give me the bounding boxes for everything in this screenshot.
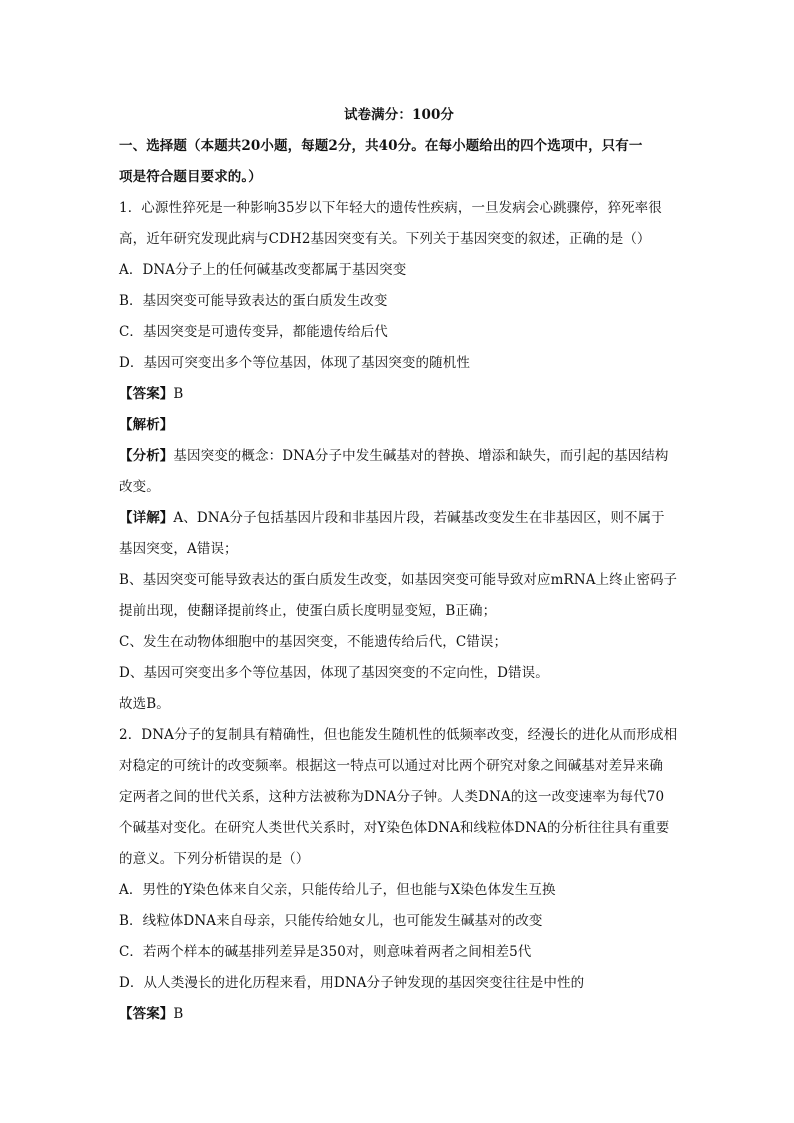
answer-value: B: [173, 386, 184, 402]
q1-detail-line-5: C、发生在动物体细胞中的基因突变，不能遗传给后代，C错误；: [119, 634, 508, 650]
section-title-line-1: 一、选择题（本题共20小题，每题2分，共40分。在每小题给出的四个选项中，只有一: [119, 138, 643, 154]
detail-text: A、DNA分子包括基因片段和非基因片段，若碱基改变发生在非基因区，则不属于: [173, 510, 665, 526]
section-title-line-2: 项是符合题目要求的。）: [119, 169, 262, 185]
q1-analysis-heading: [119, 410, 679, 441]
q2-option-c: C．若两个样本的碱基排列差异是350对，则意味着两者之间相差5代: [119, 944, 532, 960]
q1-detail-line-3: B、基因突变可能导致表达的蛋白质发生改变，如基因突变可能导致对应mRNA上终止密码子: [119, 572, 678, 588]
q1-option-d: D．基因可突变出多个等位基因，体现了基因突变的随机性: [119, 355, 470, 371]
answer-value: B: [173, 1006, 184, 1022]
q1-fenxi-line-1: [119, 441, 679, 472]
q1-detail-line-2: 基因突变，A错误；: [119, 541, 238, 557]
q2-option-b: B．线粒体DNA来自母亲，只能传给她女儿，也可能发生碱基对的改变: [119, 913, 543, 929]
q2-stem-line-2: 对稳定的可统计的改变频率。根据这一特点可以通过对比两个研究对象之间碱基对差异来确: [119, 758, 663, 774]
q2-stem-line-1: 2．DNA分子的复制具有精确性，但也能发生随机性的低频率改变，经漫长的进化从而形成相: [119, 727, 678, 743]
fenxi-tag: 【分析】: [119, 448, 174, 464]
q1-detail-line-4: 提前出现，使翻译提前终止，使蛋白质长度明显变短，B正确；: [119, 603, 497, 619]
q2-option-d: D．从人类漫长的进化历程来看，用DNA分子钟发现的基因突变往往是中性的: [119, 975, 585, 991]
q1-detail-line-6: D、基因可突变出多个等位基因，体现了基因突变的不定向性，D错误。: [119, 665, 549, 681]
q1-option-a: A．DNA分子上的任何碱基改变都属于基因突变: [119, 262, 407, 278]
q1-answer: [119, 379, 679, 410]
q1-stem-line-1: 1．心源性猝死是一种影响35岁以下年轻大的遗传性疾病，一旦发病会心跳骤停，猝死率很: [119, 200, 662, 216]
answer-tag: 【答案】: [119, 386, 174, 402]
q2-option-a: A．男性的Y染色体来自父亲，只能传给儿子，但也能与X染色体发生互换: [119, 882, 556, 898]
detail-tag: 【详解】: [119, 510, 174, 526]
q2-stem-line-3: 定两者之间的世代关系，这种方法被称为DNA分子钟。人类DNA的这一改变速率为每代70: [119, 789, 665, 805]
q2-answer: [119, 999, 679, 1030]
analysis-tag: 【解析】: [119, 417, 174, 433]
q1-option-b: B．基因突变可能导致表达的蛋白质发生改变: [119, 293, 388, 309]
fenxi-text: 基因突变的概念：DNA分子中发生碱基对的替换、增添和缺失，而引起的基因结构: [173, 448, 669, 464]
q1-fenxi-line-2: 改变。: [119, 479, 160, 495]
q1-option-c: C．基因突变是可遗传变异，都能遗传给后代: [119, 324, 388, 340]
q2-stem-line-5: 的意义。下列分析错误的是（）: [119, 851, 310, 867]
document-page: [119, 100, 679, 1030]
q1-detail-line-1: [119, 503, 679, 534]
answer-tag: 【答案】: [119, 1006, 174, 1022]
score-line: 试卷满分：100分: [343, 107, 455, 123]
q1-stem-line-2: 高，近年研究发现此病与CDH2基因突变有关。下列关于基因突变的叙述，正确的是（）: [119, 231, 651, 247]
q2-stem-line-4: 个碱基对变化。在研究人类世代关系时，对Y染色体DNA和线粒体DNA的分析往往具有重要: [119, 820, 670, 836]
q1-conclusion: 故选B。: [119, 696, 170, 712]
